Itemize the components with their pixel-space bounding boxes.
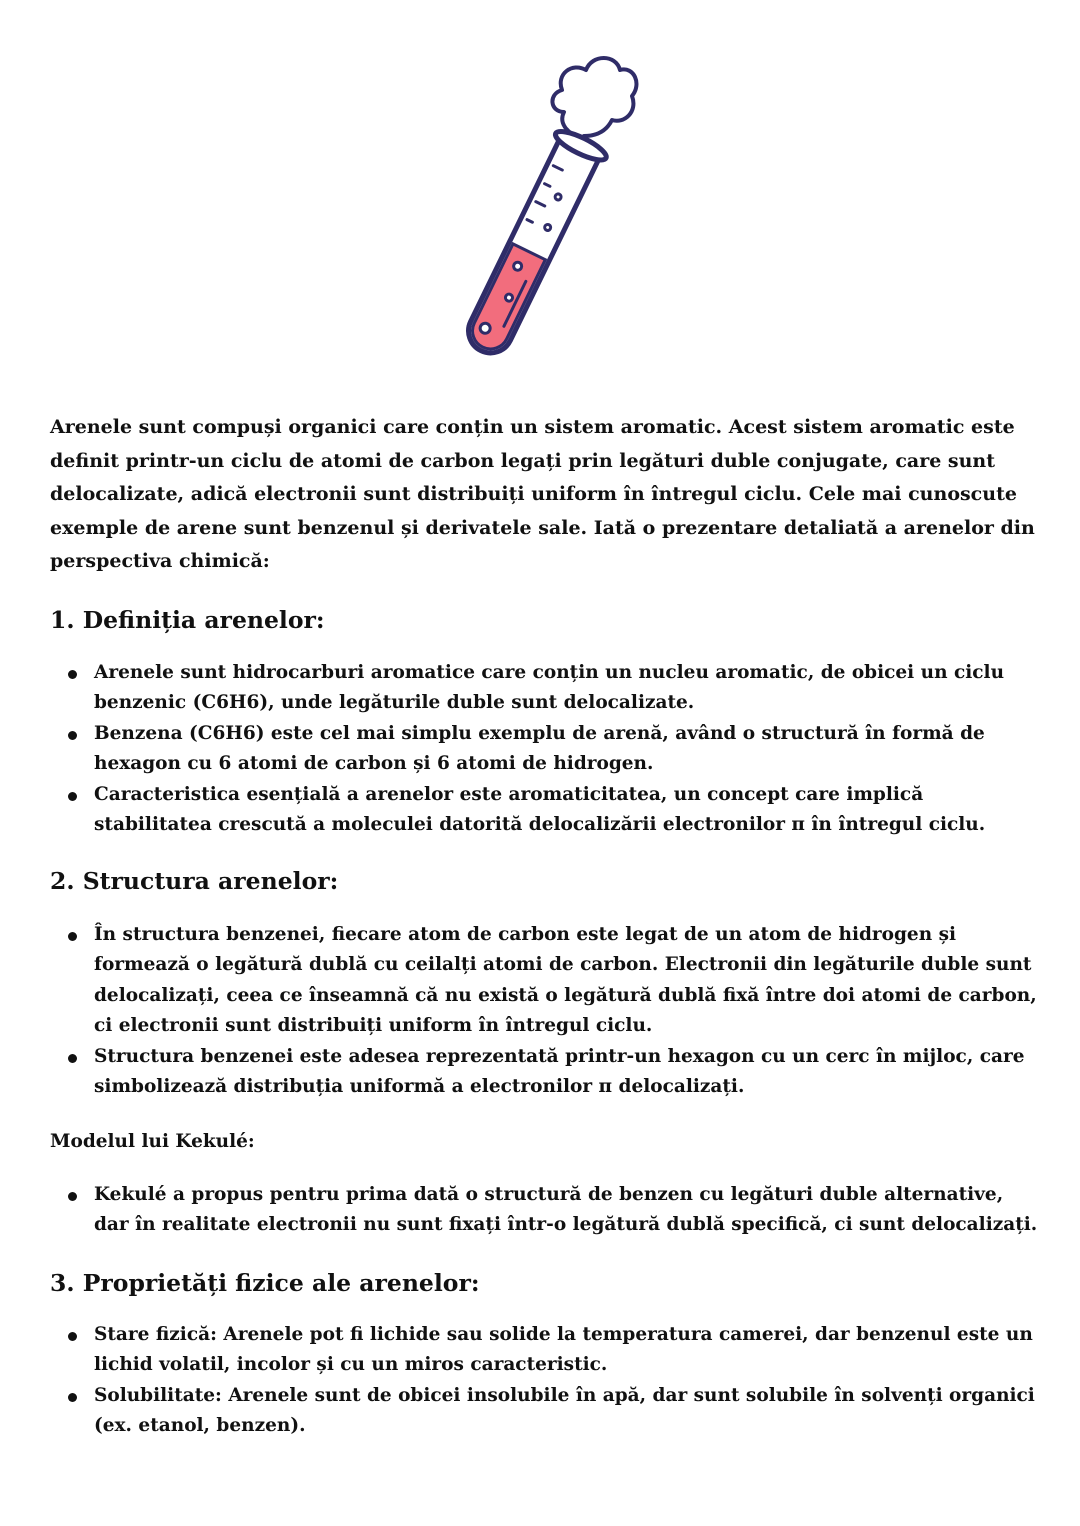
section-title-definition: 1. Definiția arenelor: <box>50 605 325 634</box>
list-item: Kekulé a propus pentru prima dată o structură de benzen cu legături duble alternative, dar în realitate electronii nu sunt fixați într-o legătură dublă specifică, ci sunt delocalizați. <box>50 1180 1040 1241</box>
section-title-structure: 2. Structura arenelor: <box>50 866 339 895</box>
document-body <box>50 411 1040 1442</box>
intro-paragraph: Arenele sunt compuși organici care conțin un sistem aromatic. Acest sistem aromatic este definit printr-un ciclu de atomi de carbon legați prin legături duble conjugate, care sunt delocalizate, adică electronii sunt distribuiți uniform în întregul ciclu. Cele mai cunoscute exemple de arene sunt benzenul și derivatele sale. Iată o prezentare detaliată a arenelor din perspectiva chimică: <box>50 416 1035 572</box>
list-item: În structura benzenei, fiecare atom de carbon este legat de un atom de hidrogen și formează o legătură dublă cu ceilalți atomi de carbon. Electronii din legăturile duble sunt delocalizați, ceea ce înseamnă că nu există o legătură dublă fixă între doi atomi de carbon, ci electronii sunt distribuiți uniform în întregul ciclu. <box>50 920 1040 1042</box>
kekule-subheading: Modelul lui Kekulé: <box>50 1130 255 1152</box>
definition-list <box>50 658 1040 841</box>
section-title-properties: 3. Proprietăți fizice ale arenelor: <box>50 1268 480 1297</box>
list-item: Benzena (C6H6) este cel mai simplu exemplu de arenă, având o structură în formă de hexagon cu 6 atomi de carbon și 6 atomi de hidrogen. <box>50 719 1040 780</box>
list-item: Stare fizică: Arenele pot fi lichide sau solide la temperatura camerei, dar benzenul este un lichid volatil, incolor și cu un miros caracteristic. <box>50 1320 1040 1381</box>
test-tube-icon <box>420 40 660 400</box>
list-item: Structura benzenei este adesea reprezentată printr-un hexagon cu un cerc în mijloc, care simbolizează distribuția uniformă a electronilor π delocalizați. <box>50 1042 1040 1103</box>
kekule-list <box>50 1180 1040 1241</box>
properties-list <box>50 1320 1040 1442</box>
list-item: Solubilitate: Arenele sunt de obicei insolubile în apă, dar sunt solubile în solvenți organici (ex. etanol, benzen). <box>50 1381 1040 1442</box>
list-item: Caracteristica esențială a arenelor este aromaticitatea, un concept care implică stabilitatea crescută a moleculei datorită delocalizării electronilor π în întregul ciclu. <box>50 780 1040 841</box>
structure-list <box>50 920 1040 1103</box>
smoke-icon <box>552 58 636 141</box>
list-item: Arenele sunt hidrocarburi aromatice care conțin un nucleu aromatic, de obicei un ciclu benzenic (C6H6), unde legăturile duble sunt delocalizate. <box>50 658 1040 719</box>
